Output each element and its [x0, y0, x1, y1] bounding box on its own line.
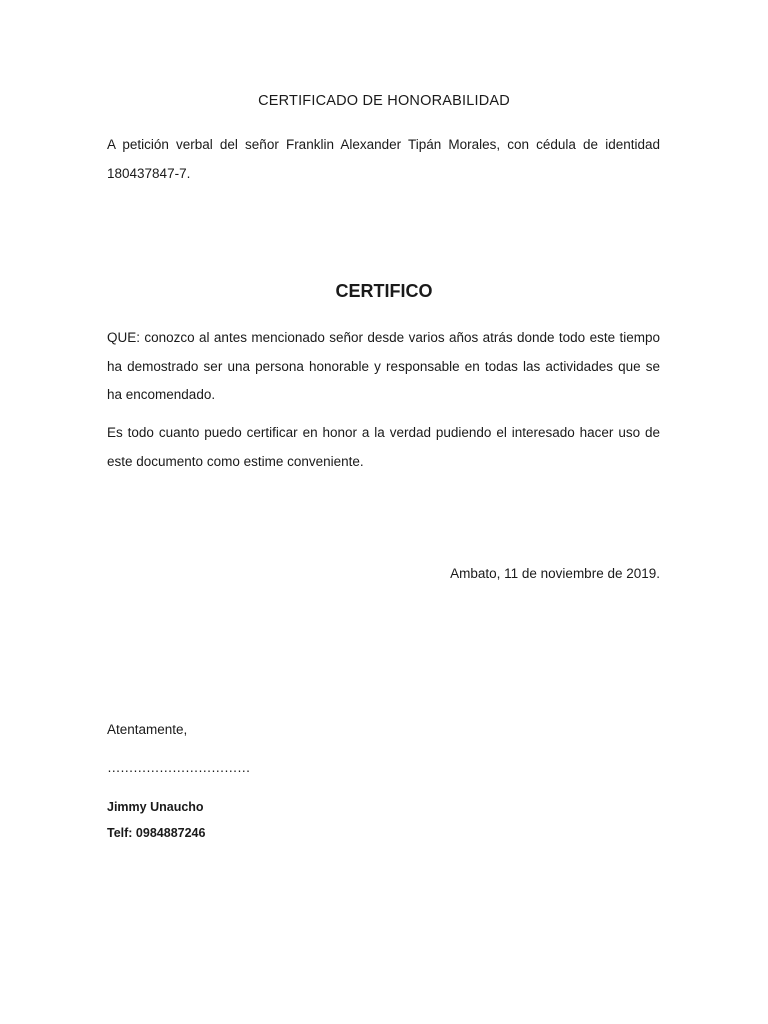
date-line: Ambato, 11 de noviembre de 2019. — [450, 566, 660, 581]
body-paragraph: QUE: conozco al antes mencionado señor desde varios años atrás donde todo este tiempo ha demostrado ser una persona honorable y responsable en todas las actividades que se ha encomendado. — [107, 330, 660, 402]
signer-phone: Telf: 0984887246 — [107, 826, 206, 840]
signature-line: …………………………… — [107, 760, 250, 775]
intro-paragraph: A petición verbal del señor Franklin Alexander Tipán Morales, con cédula de identidad 180437847-7. — [107, 137, 660, 181]
closing-paragraph: Es todo cuanto puedo certificar en honor a la verdad pudiendo el interesado hacer uso de este documento como estime conveniente. — [107, 425, 660, 469]
certify-heading: CERTIFICO — [335, 281, 433, 301]
signer-name: Jimmy Unaucho — [107, 800, 204, 814]
document-title: CERTIFICADO DE HONORABILIDAD — [258, 93, 510, 109]
greeting: Atentamente, — [107, 722, 188, 737]
